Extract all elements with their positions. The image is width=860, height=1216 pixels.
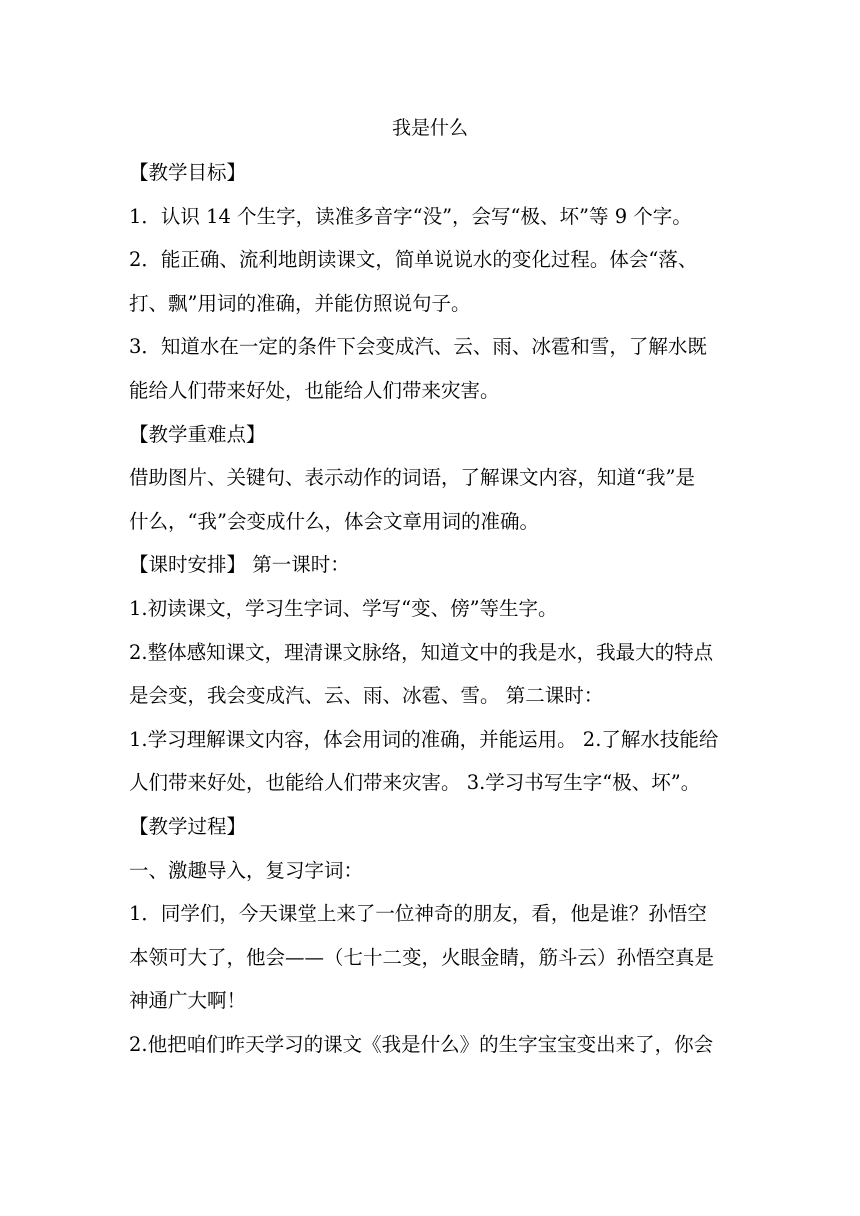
paragraph-line: 一、激趣导入，复习字词： [129, 858, 364, 882]
paragraph-line: 3．知道水在一定的条件下会变成汽、云、雨、冰雹和雪，了解水既 [129, 335, 707, 359]
paragraph-line: 2.他把咱们昨天学习的课文《我是什么》的生字宝宝变出来了，你会 [129, 1032, 714, 1056]
paragraph-line: 1.初读课文，学习生字词、学写“变、傍”等生字。 [129, 596, 558, 620]
heading-teaching-process: 【教学过程】 [129, 814, 247, 838]
paragraph-line: 能给人们带来好处，也能给人们带来灾害。 [129, 378, 500, 402]
paragraph-line: 1．同学们，今天课堂上来了一位神奇的朋友，看，他是谁？孙悟空 [129, 902, 707, 926]
paragraph-line: 神通广大啊！ [129, 989, 247, 1013]
paragraph-line: 2．能正确、流利地朗读课文，简单说说水的变化过程。体会“落、 [129, 248, 698, 272]
paragraph-line: 人们带来好处，也能给人们带来灾害。 3.学习书写生字“极、坏”。 [129, 771, 701, 795]
page-title: 我是什么 [391, 117, 468, 139]
heading-lesson-schedule: 【课时安排】 第一课时： [129, 553, 350, 577]
paragraph-line: 打、飘”用词的准确，并能仿照说句子。 [129, 291, 471, 315]
document-body [129, 158, 735, 1073]
paragraph-line: 2.整体感知课文，理清课文脉络，知道文中的我是水，我最大的特点 [129, 640, 714, 664]
heading-teaching-goals: 【教学目标】 [129, 161, 247, 184]
paragraph-line: 借助图片、关键句、表示动作的词语，了解课文内容，知道“我”是 [129, 466, 695, 490]
paragraph-line: 1.学习理解课文内容，体会用词的准确，并能运用。 2.了解水技能给 [129, 727, 719, 751]
paragraph-line: 1．认识 14 个生字，读准多音字“没”，会写“极、坏”等 9 个字。 [129, 204, 692, 228]
heading-key-difficulties: 【教学重难点】 [129, 422, 266, 446]
paragraph-line: 什么，“我”会变成什么，体会文章用词的准确。 [129, 509, 539, 533]
paragraph-line: 是会变，我会变成汽、云、雨、冰雹、雪。 第二课时： [129, 684, 604, 708]
paragraph-line: 本领可大了，他会——（七十二变，火眼金睛，筋斗云）孙悟空真是 [129, 945, 715, 969]
